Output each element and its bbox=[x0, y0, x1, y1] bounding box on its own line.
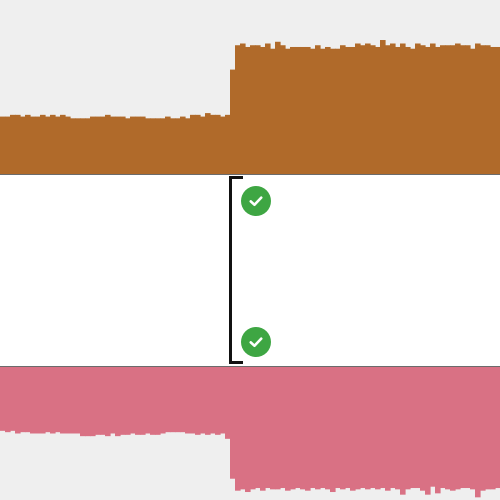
bottom-coverage-bar bbox=[185, 367, 191, 434]
top-coverage-bar bbox=[445, 45, 451, 174]
top-coverage-bar bbox=[170, 118, 176, 174]
top-coverage-bar bbox=[10, 115, 16, 174]
top-coverage-bar bbox=[35, 117, 41, 174]
top-coverage-bar bbox=[395, 47, 401, 174]
top-coverage-bar bbox=[255, 45, 261, 174]
top-coverage-bar bbox=[55, 117, 61, 174]
bottom-coverage-bar bbox=[340, 367, 346, 489]
top-coverage-bar bbox=[220, 117, 226, 174]
bottom-coverage-bar bbox=[480, 367, 486, 491]
bottom-coverage-bar bbox=[215, 367, 221, 435]
top-coverage-bar bbox=[65, 117, 71, 174]
bottom-coverage-bar bbox=[230, 367, 236, 479]
bottom-coverage-bar bbox=[175, 367, 181, 432]
bottom-coverage-bar bbox=[55, 367, 61, 432]
top-coverage-bar bbox=[380, 40, 386, 174]
bottom-coverage-bar bbox=[70, 367, 76, 434]
top-coverage-bar bbox=[185, 118, 191, 174]
top-coverage-bar bbox=[115, 117, 121, 174]
top-coverage-bar bbox=[295, 47, 301, 174]
bottom-coverage-bar bbox=[385, 367, 391, 491]
bottom-coverage-bar bbox=[375, 367, 381, 489]
bottom-coverage-bar bbox=[15, 367, 21, 434]
bottom-coverage-bar bbox=[420, 367, 426, 491]
bottom-coverage-bar bbox=[195, 367, 201, 435]
bottom-coverage-bar bbox=[120, 367, 126, 435]
bottom-coverage-bar bbox=[400, 367, 406, 495]
top-coverage-bar bbox=[460, 45, 466, 174]
top-coverage-bar bbox=[110, 117, 116, 174]
bottom-coverage-bar bbox=[495, 367, 500, 488]
bottom-coverage-bar bbox=[395, 367, 401, 489]
bottom-coverage-bar bbox=[455, 367, 461, 489]
top-coverage-bar bbox=[105, 115, 111, 174]
top-coverage-bar bbox=[145, 118, 151, 174]
top-coverage-bar bbox=[225, 115, 231, 174]
top-coverage-bar bbox=[435, 47, 441, 174]
bottom-coverage-bar bbox=[310, 367, 316, 488]
checkmark-glyph-icon bbox=[247, 192, 265, 210]
bottom-coverage-bar bbox=[415, 367, 421, 488]
top-coverage-bar bbox=[205, 113, 211, 174]
top-coverage-bar bbox=[15, 115, 21, 174]
top-coverage-bar bbox=[175, 118, 181, 174]
top-coverage-bar bbox=[490, 47, 496, 174]
top-coverage-bar bbox=[410, 49, 416, 174]
top-coverage-bar bbox=[440, 45, 446, 174]
bottom-coverage-bar bbox=[335, 367, 341, 488]
top-coverage-bar bbox=[95, 117, 101, 174]
bottom-coverage-bar bbox=[470, 367, 476, 489]
top-coverage-bar bbox=[330, 49, 336, 174]
check-icon[interactable] bbox=[241, 327, 271, 357]
top-coverage-bar bbox=[165, 117, 171, 174]
bottom-coverage-bar bbox=[300, 367, 306, 489]
bottom-coverage-bar bbox=[60, 367, 66, 434]
bottom-coverage-bar bbox=[210, 367, 216, 434]
top-coverage-bar bbox=[80, 118, 86, 174]
bottom-coverage-bar bbox=[255, 367, 261, 488]
top-coverage-bar bbox=[315, 45, 321, 174]
bottom-coverage-bar bbox=[490, 367, 496, 489]
bottom-coverage-bar bbox=[115, 367, 121, 436]
top-coverage-bar bbox=[400, 44, 406, 175]
bottom-coverage-bar bbox=[170, 367, 176, 432]
top-coverage-bar bbox=[60, 115, 66, 174]
top-coverage-bar bbox=[385, 45, 391, 174]
bottom-coverage-bar bbox=[285, 367, 291, 491]
bottom-coverage-bar bbox=[320, 367, 326, 488]
bottom-coverage-bar bbox=[10, 367, 16, 431]
bottom-coverage-bar bbox=[365, 367, 371, 489]
bottom-coverage-bar bbox=[100, 367, 106, 435]
top-coverage-bar bbox=[250, 45, 256, 174]
bottom-coverage-bar bbox=[280, 367, 286, 488]
bottom-coverage-bar bbox=[45, 367, 51, 432]
bottom-coverage-bar bbox=[200, 367, 206, 434]
top-coverage-bar bbox=[75, 118, 81, 174]
bottom-coverage-bar bbox=[140, 367, 146, 435]
bottom-coverage-bar bbox=[410, 367, 416, 488]
top-coverage-bar bbox=[350, 47, 356, 174]
bottom-coverage-bar bbox=[135, 367, 141, 435]
top-coverage-bar bbox=[155, 118, 161, 174]
top-coverage-bar bbox=[285, 49, 291, 174]
top-coverage-bar bbox=[70, 118, 76, 174]
bottom-coverage-bar bbox=[105, 367, 111, 436]
top-coverage-bar bbox=[355, 44, 361, 175]
top-coverage-bar bbox=[475, 44, 481, 175]
top-coverage-bar bbox=[45, 117, 51, 174]
top-coverage-bar bbox=[265, 44, 271, 175]
bottom-coverage-bar bbox=[430, 367, 436, 487]
top-coverage-bar bbox=[150, 118, 156, 174]
top-coverage-bar bbox=[90, 117, 96, 174]
bottom-coverage-bar bbox=[445, 367, 451, 489]
top-coverage-bar bbox=[405, 47, 411, 174]
bottom-coverage-bar bbox=[440, 367, 446, 488]
top-coverage-bar bbox=[335, 49, 341, 174]
bottom-coverage-bar bbox=[275, 367, 281, 489]
top-coverage-bar bbox=[125, 118, 131, 174]
top-coverage-bar bbox=[320, 49, 326, 174]
bottom-coverage-bar bbox=[5, 367, 11, 432]
bottom-coverage-bar bbox=[305, 367, 311, 491]
bottom-coverage-bar bbox=[50, 367, 56, 434]
bottom-coverage-bar bbox=[425, 367, 431, 495]
checkmark-glyph-icon bbox=[247, 333, 265, 351]
top-coverage-bar bbox=[135, 117, 141, 174]
top-coverage-bar bbox=[470, 49, 476, 174]
top-coverage-bar bbox=[260, 47, 266, 174]
bottom-coverage-bar bbox=[95, 367, 101, 435]
top-coverage-bar bbox=[190, 115, 196, 174]
bottom-coverage-bar bbox=[25, 367, 31, 432]
bottom-coverage-bar bbox=[220, 367, 226, 434]
bottom-coverage-bar bbox=[475, 367, 481, 497]
bottom-coverage-bar bbox=[80, 367, 86, 436]
bottom-coverage-bar bbox=[30, 367, 36, 434]
top-coverage-bar bbox=[50, 115, 56, 174]
bottom-coverage-bar bbox=[20, 367, 26, 432]
top-coverage-bar bbox=[345, 47, 351, 174]
top-coverage-bar bbox=[390, 44, 396, 175]
bottom-coverage-bar bbox=[390, 367, 396, 488]
bottom-coverage-bar bbox=[240, 367, 246, 489]
bottom-coverage-bar bbox=[0, 367, 6, 431]
top-coverage-bar bbox=[100, 117, 106, 174]
top-coverage-bar bbox=[310, 49, 316, 174]
bottom-coverage-bar bbox=[235, 367, 241, 491]
bottom-coverage-bar bbox=[35, 367, 41, 434]
bottom-coverage-bar bbox=[315, 367, 321, 489]
bottom-coverage-bar bbox=[460, 367, 466, 488]
bottom-coverage-bar bbox=[150, 367, 156, 435]
bottom-coverage-bar bbox=[165, 367, 171, 432]
bottom-coverage-bar bbox=[265, 367, 271, 488]
bottom-coverage-bar bbox=[465, 367, 471, 488]
bottom-coverage-bar bbox=[90, 367, 96, 436]
top-coverage-bar bbox=[370, 45, 376, 174]
check-icon[interactable] bbox=[241, 186, 271, 216]
top-coverage-bar bbox=[215, 115, 221, 174]
bottom-coverage-bar bbox=[245, 367, 251, 492]
bottom-coverage-bar bbox=[250, 367, 256, 489]
top-coverage-bar bbox=[25, 115, 31, 174]
bottom-coverage-bar bbox=[270, 367, 276, 489]
top-coverage-bar bbox=[120, 117, 126, 174]
bottom-coverage-bar bbox=[155, 367, 161, 435]
bottom-coverage-bar bbox=[435, 367, 441, 493]
bottom-coverage-bar bbox=[145, 367, 151, 434]
top-coverage-bar bbox=[415, 44, 421, 175]
top-coverage-bar bbox=[235, 45, 241, 174]
top-coverage-bar bbox=[280, 45, 286, 174]
bottom-coverage-bar bbox=[355, 367, 361, 489]
top-coverage-bar bbox=[425, 47, 431, 174]
bottom-coverage-bar bbox=[65, 367, 71, 434]
bottom-coverage-bar bbox=[205, 367, 211, 435]
top-coverage-bar bbox=[180, 117, 186, 174]
top-coverage-bar bbox=[200, 117, 206, 174]
top-coverage-bar bbox=[275, 42, 281, 174]
top-coverage-bar bbox=[430, 44, 436, 175]
bottom-coverage-bar bbox=[380, 367, 386, 488]
bottom-coverage-bar bbox=[360, 367, 366, 488]
top-coverage-bar bbox=[85, 118, 91, 174]
top-coverage-bar bbox=[340, 45, 346, 174]
top-coverage-bar bbox=[270, 49, 276, 174]
bottom-coverage-bar bbox=[125, 367, 131, 435]
top-coverage-bar bbox=[365, 44, 371, 175]
top-coverage-bar bbox=[375, 47, 381, 174]
top-coverage-bar bbox=[195, 115, 201, 174]
top-coverage-bar bbox=[210, 115, 216, 174]
bottom-coverage-bar bbox=[160, 367, 166, 434]
bottom-coverage-bar bbox=[350, 367, 356, 491]
top-coverage-bar bbox=[160, 118, 166, 174]
top-coverage-bar bbox=[20, 117, 26, 174]
bottom-coverage-bar bbox=[190, 367, 196, 434]
top-coverage-bar bbox=[465, 45, 471, 174]
top-coverage-bar bbox=[485, 45, 491, 174]
top-coverage-bar bbox=[230, 70, 236, 174]
bottom-coverage-bar bbox=[325, 367, 331, 489]
top-coverage-bar bbox=[450, 45, 456, 174]
top-coverage-bar bbox=[0, 117, 6, 174]
bottom-coverage-bar bbox=[345, 367, 351, 488]
bottom-coverage-bar bbox=[295, 367, 301, 488]
top-coverage-bar bbox=[245, 47, 251, 174]
bottom-coverage-bar bbox=[405, 367, 411, 489]
top-coverage-bar bbox=[300, 47, 306, 174]
bottom-coverage-bar bbox=[110, 367, 116, 434]
bottom-coverage-bar bbox=[225, 367, 231, 439]
bottom-coverage-bar bbox=[130, 367, 136, 434]
top-coverage-bar bbox=[325, 47, 331, 174]
top-coverage-bar bbox=[480, 45, 486, 174]
top-coverage-bar bbox=[455, 44, 461, 175]
top-coverage-bar bbox=[495, 47, 500, 174]
bottom-coverage-bar bbox=[330, 367, 336, 492]
bottom-coverage-bar bbox=[260, 367, 266, 491]
bottom-coverage-bar bbox=[85, 367, 91, 436]
bottom-coverage-bar bbox=[290, 367, 296, 489]
top-coverage-bar bbox=[305, 47, 311, 174]
bottom-coverage-bar bbox=[485, 367, 491, 489]
top-coverage-bar bbox=[30, 117, 36, 174]
top-coverage-bar bbox=[240, 44, 246, 175]
top-coverage-bar bbox=[140, 117, 146, 174]
bottom-coverage-bar bbox=[370, 367, 376, 488]
top-coverage-bar bbox=[40, 115, 46, 174]
top-coverage-bar bbox=[5, 117, 11, 174]
top-coverage-bar bbox=[420, 45, 426, 174]
bottom-coverage-bar bbox=[75, 367, 81, 434]
bottom-coverage-bar bbox=[450, 367, 456, 491]
top-coverage-bar bbox=[130, 117, 136, 174]
bottom-coverage-bar bbox=[40, 367, 46, 434]
top-coverage-bar bbox=[360, 45, 366, 174]
top-coverage-bar bbox=[290, 47, 296, 174]
bottom-coverage-bar bbox=[180, 367, 186, 432]
